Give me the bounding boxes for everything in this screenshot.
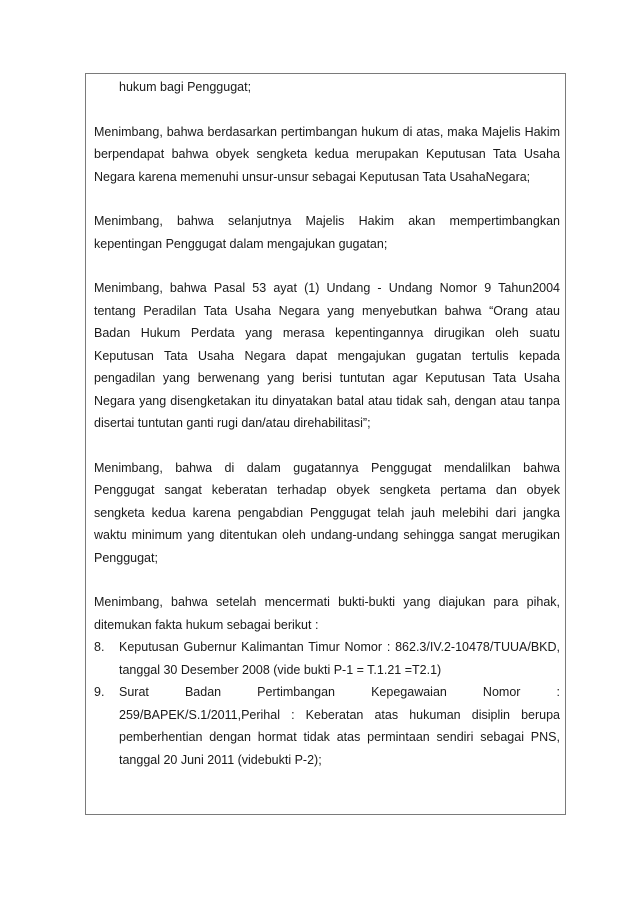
fact-list (94, 636, 560, 771)
paragraph-1: Menimbang, bahwa berdasarkan pertimbangan hukum di atas, maka Majelis Hakim berpendapat bahwa obyek sengketa kedua merupakan Keputusan Tata Usaha Negara karena memenuhi unsur-unsur sebagai Keputusan Tata UsahaNegara; (94, 124, 560, 184)
paragraph-4: Menimbang, bahwa di dalam gugatannya Penggugat mendalilkan bahwa Penggugat sangat keberatan terhadap obyek sengketa pertama dan obyek sengketa kedua karena pengabdian Penggugat telah jauh melebihi dari jangka waktu minimum yang ditentukan oleh undang-undang sehingga sangat merugikan Penggugat; (94, 460, 560, 565)
document-body (94, 76, 560, 771)
list-number: 8. (94, 640, 105, 654)
list-text: Keputusan Gubernur Kalimantan Timur Nomor : 862.3/IV.2-10478/TUUA/BKD, tanggal 30 Desember 2008 (vide bukti P-1 = T.1.21 =T2.1) (119, 640, 560, 677)
list-item (94, 636, 560, 681)
paragraph-3: Menimbang, bahwa Pasal 53 ayat (1) Undang - Undang Nomor 9 Tahun2004 tentang Peradilan Tata Usaha Negara yang menyebutkan bahwa “Orang atau Badan Hukum Perdata yang merasa kepentingannya dirugikan oleh suatu Keputusan Tata Usaha Negara dapat mengajukan gugatan tertulis kepada pengadilan yang berwenang yang berisi tuntutan agar Keputusan Tata Usaha Negara yang disengketakan itu dinyatakan batal atau tidak sah, dengan atau tanpa disertai tuntutan ganti rugi dan/atau direhabilitasi”; (94, 281, 560, 430)
fragment-line: hukum bagi Penggugat; (119, 80, 252, 94)
list-number: 9. (94, 685, 105, 699)
paragraph-5: Menimbang, bahwa setelah mencermati bukti-bukti yang diajukan para pihak, ditemukan fakta hukum sebagai berikut : (94, 595, 560, 632)
list-item (94, 681, 560, 771)
paragraph-2: Menimbang, bahwa selanjutnya Majelis Hakim akan mempertimbangkan kepentingan Penggugat dalam mengajukan gugatan; (94, 214, 560, 251)
list-text: Surat Badan Pertimbangan Kepegawaian Nomor : 259/BAPEK/S.1/2011,Perihal : Keberatan atas hukuman disiplin berupa pemberhentian dengan hormat tidak atas permintaan sendiri sebagai PNS, tanggal 20 Juni 2011 (videbukti P-2); (119, 685, 560, 767)
